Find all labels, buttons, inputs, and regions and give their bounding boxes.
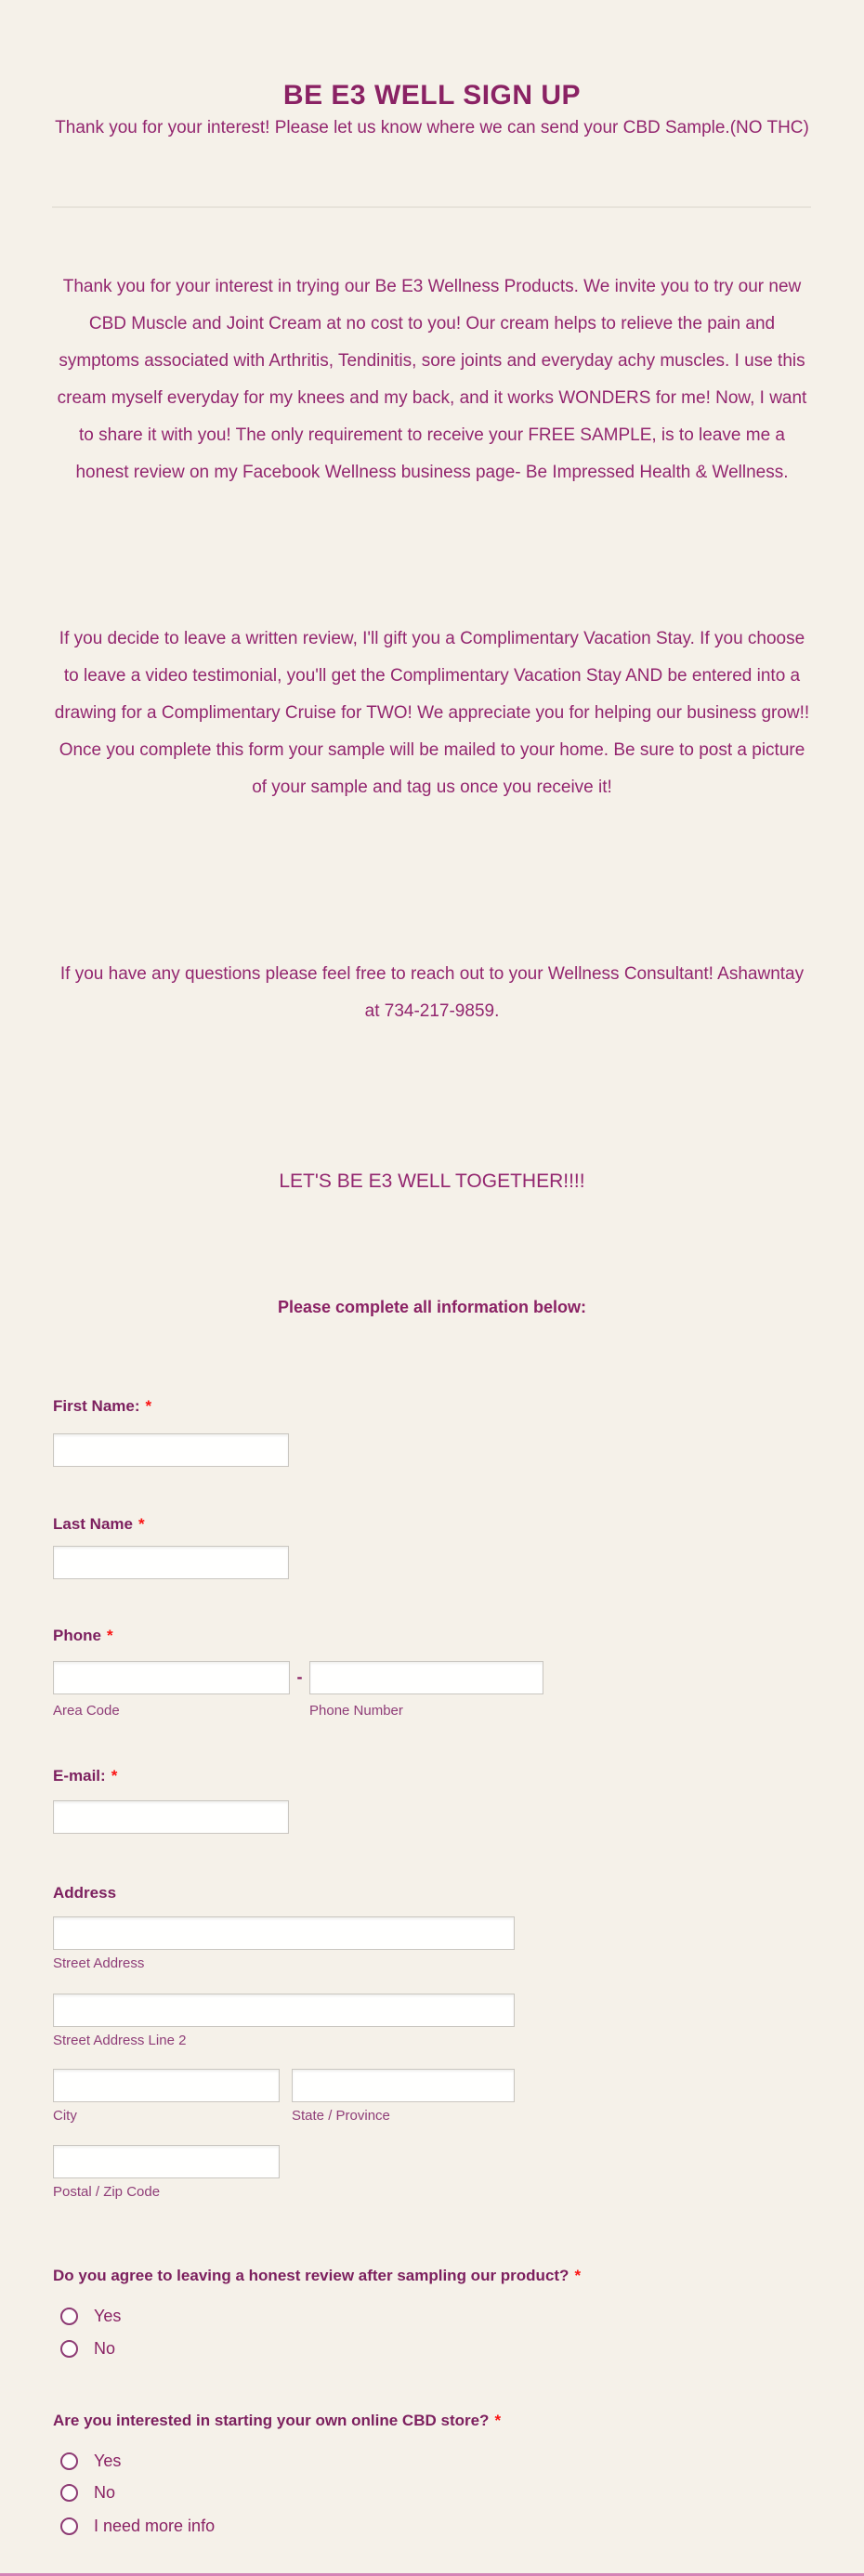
address-label xyxy=(53,1883,116,1903)
slogan-text: LET'S BE E3 WELL TOGETHER!!!! xyxy=(279,1170,585,1192)
complete-all-note: Please complete all information below: xyxy=(277,1298,587,1316)
question-2-option-yes[interactable] xyxy=(60,2452,121,2471)
question-1-option-no[interactable] xyxy=(60,2339,115,2359)
question-2-option-no[interactable] xyxy=(60,2483,115,2503)
last-name-required-asterisk: * xyxy=(137,1515,145,1533)
question-honest-review-text: Do you agree to leaving a honest review after sampling our product? xyxy=(53,2267,569,2284)
phone-label-text: Phone xyxy=(53,1627,101,1644)
radio-option-label: I need more info xyxy=(94,2517,216,2535)
intro-paragraph-1: Thank you for your interest in trying our Be E3 Wellness Products. We invite you to try our new CBD Muscle and Joint Cream at no cost to you! Our cream helps to relieve the pain and symptoms associated with Arthritis, Tendinitis, sore joints and everyday achy muscles. I use this cream myself everyday for my knees and my back, and it works WONDERS for me! Now, I want to share it with you! The only requirement to receive your FREE SAMPLE, is to leave me a honest review on my Facebook Wellness business page- Be Impressed Health & Wellness. xyxy=(57,277,807,482)
city-sublabel: City xyxy=(53,2108,77,2124)
last-name-label-text: Last Name xyxy=(53,1515,133,1533)
question-cbd-store-label xyxy=(53,2410,501,2432)
radio-button-icon[interactable] xyxy=(60,2484,78,2502)
radio-option-label: Yes xyxy=(94,2452,122,2470)
postal-zip-input[interactable] xyxy=(53,2145,280,2178)
state-province-input[interactable] xyxy=(292,2069,515,2102)
address-label-text: Address xyxy=(53,1884,117,1902)
radio-option-label: No xyxy=(94,2339,116,2358)
phone-area-code-input[interactable] xyxy=(53,1661,290,1694)
last-name-label xyxy=(53,1514,145,1535)
street-address-sublabel: Street Address xyxy=(53,1955,145,1971)
state-province-sublabel: State / Province xyxy=(292,2108,390,2124)
area-code-sublabel: Area Code xyxy=(53,1703,120,1719)
email-label-text: E-mail: xyxy=(53,1767,106,1785)
phone-number-input[interactable] xyxy=(309,1661,543,1694)
phone-separator: - xyxy=(296,1667,303,1686)
phone-label xyxy=(53,1626,113,1646)
first-name-label-text: First Name: xyxy=(53,1397,140,1415)
intro-paragraph-2: If you decide to leave a written review, I'll gift you a Complimentary Vacation Stay. If you choose to leave a video testimonial, you'll get the Complimentary Vacation Stay AND be entered into a drawing for a Complimentary Cruise for TWO! We appreciate you for helping our business grow!! Once you complete this form your sample will be mailed to your home. Be sure to post a picture of your sample and tag us once you receive it! xyxy=(54,629,810,797)
question-honest-review-label xyxy=(53,2265,581,2287)
question-1-option-yes[interactable] xyxy=(60,2307,121,2326)
email-label xyxy=(53,1766,117,1786)
radio-button-icon[interactable] xyxy=(60,2517,78,2535)
question-2-required-asterisk: * xyxy=(494,2412,502,2429)
header-divider xyxy=(52,206,811,208)
email-required-asterisk: * xyxy=(111,1767,118,1785)
first-name-input[interactable] xyxy=(53,1433,289,1467)
street-address-input[interactable] xyxy=(53,1916,515,1950)
last-name-input[interactable] xyxy=(53,1546,289,1579)
page-title: BE E3 WELL SIGN UP xyxy=(282,80,582,111)
first-name-label xyxy=(53,1396,151,1417)
radio-option-label: Yes xyxy=(94,2307,122,2325)
street-address-2-input[interactable] xyxy=(53,1994,515,2027)
postal-zip-sublabel: Postal / Zip Code xyxy=(53,2184,161,2200)
question-1-required-asterisk: * xyxy=(574,2267,582,2284)
city-input[interactable] xyxy=(53,2069,280,2102)
radio-button-icon[interactable] xyxy=(60,2340,78,2358)
phone-number-sublabel: Phone Number xyxy=(309,1703,403,1719)
question-cbd-store-text: Are you interested in starting your own online CBD store? xyxy=(53,2412,490,2429)
radio-option-label: No xyxy=(94,2483,116,2502)
form-subtitle: Thank you for your interest! Please let us know where we can send your CBD Sample.(NO THC) xyxy=(55,118,809,137)
radio-button-icon[interactable] xyxy=(60,2452,78,2470)
phone-required-asterisk: * xyxy=(106,1627,113,1644)
email-input[interactable] xyxy=(53,1800,289,1834)
street-address-2-sublabel: Street Address Line 2 xyxy=(53,2033,187,2048)
first-name-required-asterisk: * xyxy=(145,1397,152,1415)
radio-button-icon[interactable] xyxy=(60,2308,78,2325)
contact-note: If you have any questions please feel free to reach out to your Wellness Consultant! Ashawntay at 734-217-9859. xyxy=(59,964,805,1021)
question-2-option-more-info[interactable] xyxy=(60,2517,215,2536)
